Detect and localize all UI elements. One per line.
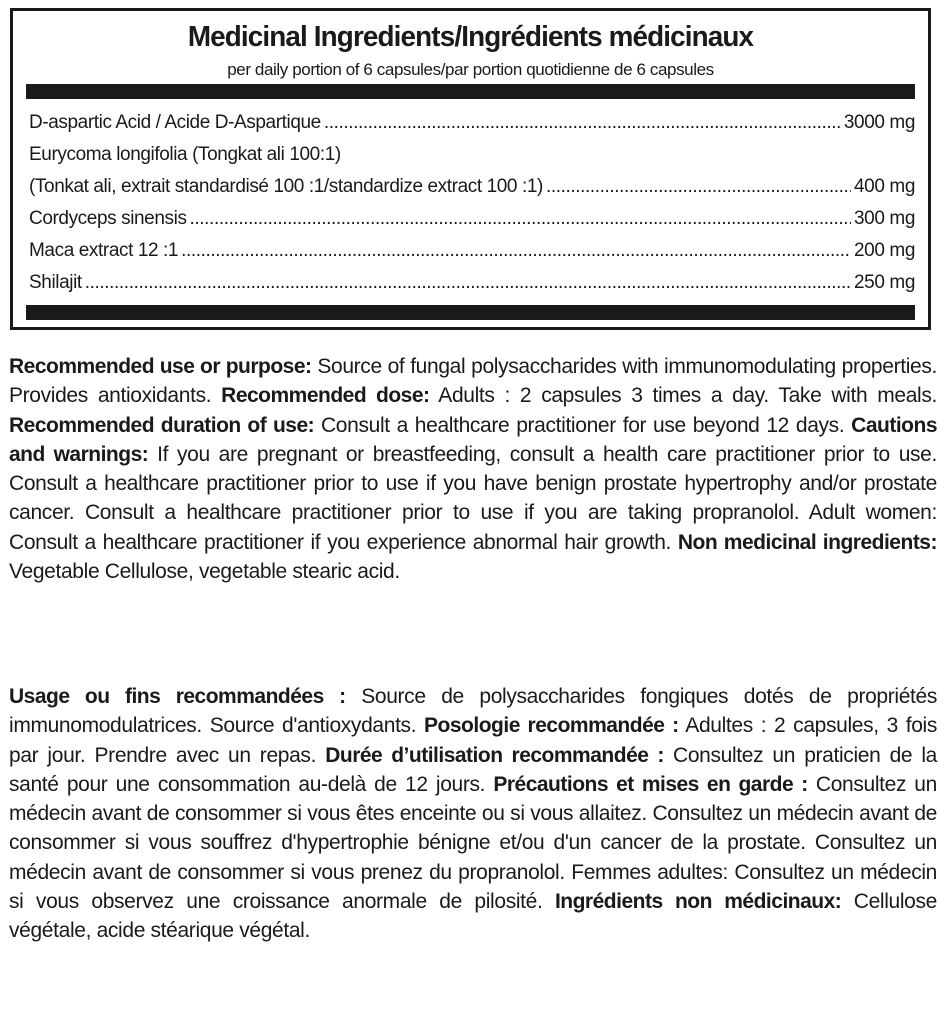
ingredient-row [29,203,915,235]
dot-leader [181,235,851,267]
ingredient-amount: 200 mg [854,240,915,261]
duration-label: Recommended duration of use: [9,413,315,437]
use-text: Source de polysaccharides fongiques dotés de propriétés immunomodulatrices. Source d'antioxydants. [9,685,937,738]
ingredient-name: Maca extract 12 :1 [29,240,179,261]
dot-leader [85,267,851,299]
top-divider-bar [26,84,915,99]
nonmed-label: Ingrédients non médicinaux: [554,890,842,914]
ingredient-name: Shilajit [29,272,82,293]
cautions-text: Consultez un médecin avant de consommer si vous êtes enceinte ou si vous allaitez. Consultez un médecin avant de consommer si vous souffrez d'hypertrophie bénigne et/ou d'un cancer de la prostate. Consultez un médecin avant de consommer si vous prenez du propranolol. Femmes adultes: Consultez un médecin si vous observez une croissance anormale de pilosité. [9,772,937,914]
dose-text: Adults : 2 capsules 3 times a day. Take with meals. [429,384,937,408]
panel-subtitle: per daily portion of 6 capsules/par portion quotidienne de 6 capsules [227,60,714,79]
use-label: Recommended use or purpose: [9,355,312,378]
dose-label: Posologie recommandée : [424,714,679,738]
english-usage-paragraph [9,352,937,586]
ingredient-amount: 250 mg [854,272,915,293]
nonmed-text: Vegetable Cellulose, vegetable stearic acid. [9,560,400,584]
nonmed-text: Cellulose végétale, acide stéarique végétal. [9,890,937,943]
medicinal-ingredients-panel [10,8,931,330]
nonmed-label: Non medicinal ingredients: [677,530,937,554]
duration-text: Consultez un praticien de la santé pour une consommation au-delà de 12 jours. [9,743,938,796]
ingredient-row [29,235,915,267]
ingredient-amount: 300 mg [854,208,915,229]
ingredient-row [29,107,915,139]
ingredient-row [29,171,915,203]
dose-label: Recommended dose: [221,384,430,408]
dot-leader [546,171,851,203]
use-label: Usage ou fins recommandées : [9,685,346,708]
use-text: Source of fungal polysaccharides with immunomodulating properties. Provides antioxidants. [9,355,937,408]
duration-label: Durée d’utilisation recommandée : [325,743,664,767]
ingredient-name: D-aspartic Acid / Acide D-Aspartique [29,112,321,133]
cautions-label: Précautions et mises en garde : [493,772,808,796]
dot-leader [190,203,851,235]
ingredient-name: Eurycoma longifolia (Tongkat ali 100:1) [29,144,341,165]
ingredient-row [29,139,915,171]
cautions-label: Cautions and warnings: [9,413,938,466]
ingredient-amount: 400 mg [854,176,915,197]
ingredient-name: (Tonkat ali, extrait standardisé 100 :1/standardize extract 100 :1) [29,176,543,197]
ingredient-amount: 3000 mg [843,112,915,133]
cautions-text: If you are pregnant or breastfeeding, consult a health care practitioner prior to use. Consult a healthcare practitioner prior to use if you have benign prostate hypertrophy and/or prostate cancer. Consult a healthcare practitioner prior to use if you are taking propranolol. Adult women: Consult a healthcare practitioner if you experience abnormal hair growth. [9,442,937,554]
duration-text: Consult a healthcare practitioner for use beyond 12 days. [314,413,852,437]
bottom-divider-bar [26,305,915,320]
ingredient-list [29,107,915,299]
panel-title: Medicinal Ingredients/Ingrédients médicinaux [187,21,754,53]
ingredient-row [29,267,915,299]
dose-text: Adultes : 2 capsules, 3 fois par jour. Prendre avec un repas. [9,714,938,767]
french-usage-paragraph [9,682,937,946]
dot-leader [324,107,841,139]
ingredient-name: Cordyceps sinensis [29,208,187,229]
